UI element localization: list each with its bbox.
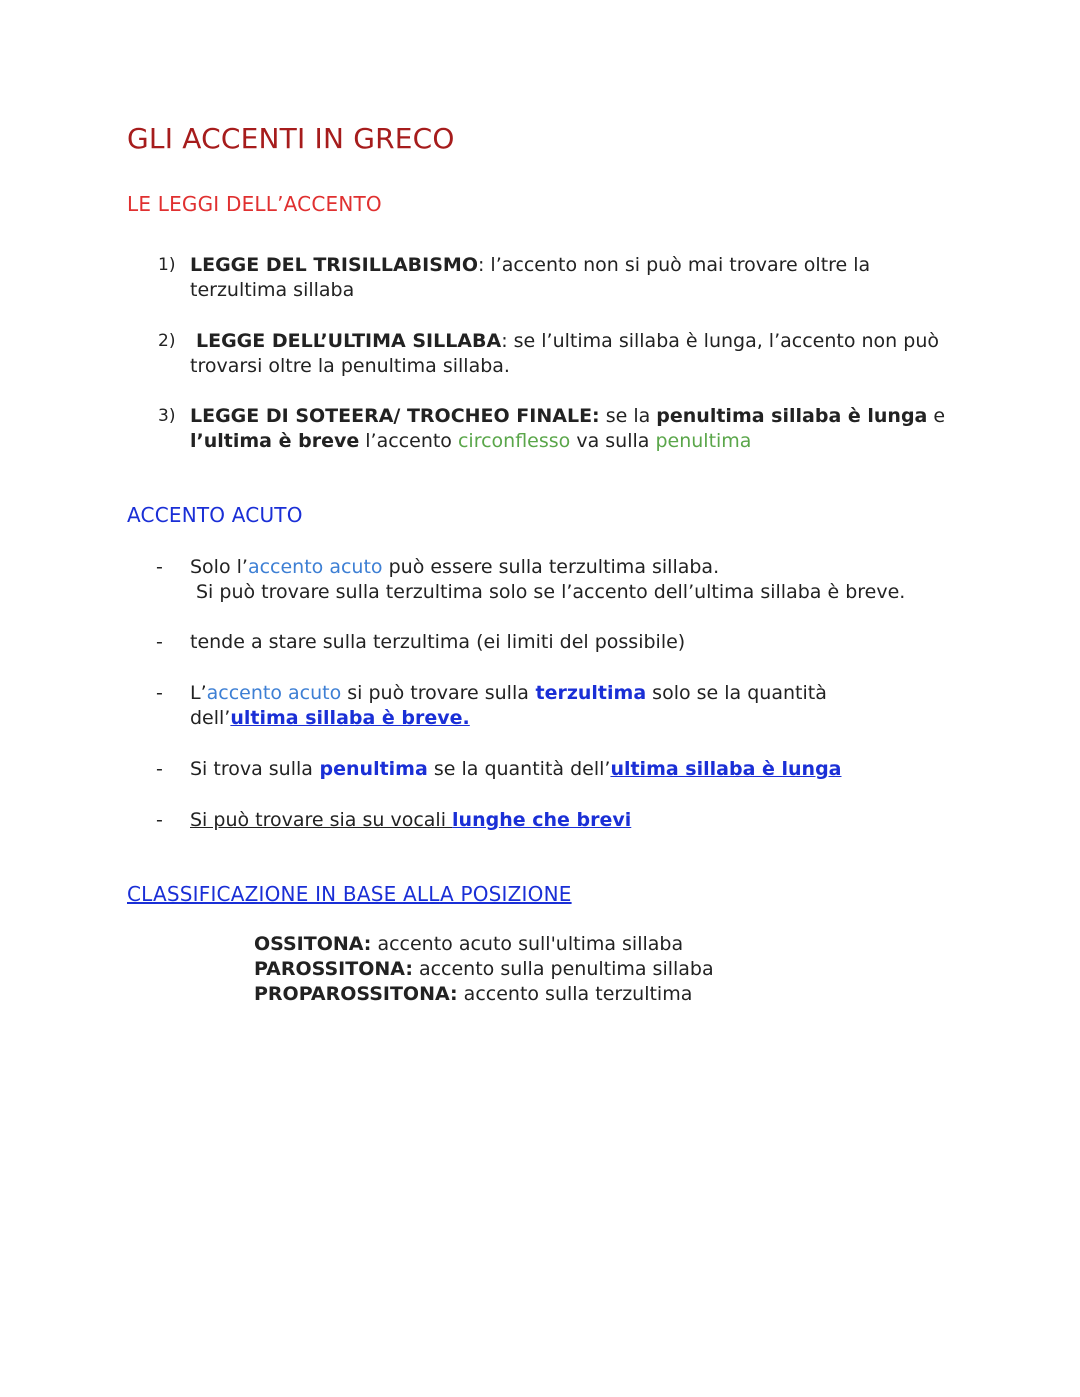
bullet-2-line-1: tende a stare sulla terzultima (ei limiti del possibile): [190, 631, 686, 653]
b3-b: accento acuto: [206, 682, 342, 704]
bullet-5-line-1: [190, 808, 990, 833]
classificazione-row-parossitona: [254, 957, 714, 982]
bullet-3-dash: -: [156, 682, 163, 704]
page-title: GLI ACCENTI IN GRECO: [127, 122, 455, 155]
law-2-label: LEGGE DELL’ULTIMA SILLABA: [196, 330, 502, 352]
bullet-1-line-1: [190, 555, 990, 580]
law-3-text-e: l’accento: [359, 430, 458, 452]
bullet-4-dash: -: [156, 758, 163, 780]
b4-b: penultima: [312, 758, 428, 780]
b3-d: terzultima: [528, 682, 647, 704]
bullet-4-line-1: [190, 757, 990, 782]
b3-g: ultima sillaba è breve.: [230, 707, 470, 729]
law-2-line-2: trovarsi oltre la penultima sillaba.: [190, 355, 510, 377]
ossitona-label: OSSITONA:: [254, 933, 372, 955]
b1-b: accento acuto: [247, 556, 383, 578]
law-1-text: : l’accento non si può mai trovare oltre la: [477, 254, 871, 276]
b3-e: solo se la quantità: [646, 682, 827, 704]
bullet-3-line-2: [190, 706, 990, 731]
law-1-line-1: [190, 253, 990, 278]
laws-heading: LE LEGGI DELL’ACCENTO: [127, 192, 382, 216]
b5-a: Si può trovare sia su vocali: [190, 809, 453, 831]
law-3-text-a: se la: [599, 405, 657, 427]
law-3-number: 3): [158, 406, 176, 426]
law-2-number: 2): [158, 331, 176, 351]
bullet-5-dash: -: [156, 809, 163, 831]
law-3-text-g: va sulla: [570, 430, 656, 452]
law-3-line-2: [190, 429, 990, 454]
law-3-label: LEGGE DI SOTEERA/ TROCHEO FINALE:: [190, 405, 600, 427]
classificazione-heading[interactable]: CLASSIFICAZIONE IN BASE ALLA POSIZIONE: [127, 882, 572, 906]
b5-b: lunghe che brevi: [452, 809, 632, 831]
law-2-text: : se l’ultima sillaba è lunga, l’accento non può: [501, 330, 939, 352]
parossitona-text: accento sulla penultima sillaba: [412, 958, 714, 980]
bullet-1-dash: -: [156, 556, 163, 578]
law-3-text-f: circonflesso: [457, 430, 571, 452]
b4-a: Si trova sulla: [190, 758, 313, 780]
law-2-line-1: [196, 329, 996, 354]
law-1-label: LEGGE DEL TRISILLABISMO: [190, 254, 478, 276]
b4-d: ultima sillaba è lunga: [610, 758, 842, 780]
proparossitona-label: PROPAROSSITONA:: [254, 983, 458, 1005]
parossitona-label: PAROSSITONA:: [254, 958, 413, 980]
law-3-text-c: e: [927, 405, 946, 427]
b3-f: dell’: [190, 707, 231, 729]
law-3-text-b: penultima sillaba è lunga: [656, 405, 928, 427]
classificazione-row-ossitona: [254, 932, 683, 957]
law-1-line-2: terzultima sillaba: [190, 279, 355, 301]
ossitona-text: accento acuto sull'ultima sillaba: [371, 933, 684, 955]
bullet-2-dash: -: [156, 631, 163, 653]
b4-c: se la quantità dell’: [427, 758, 611, 780]
acuto-heading: ACCENTO ACUTO: [127, 503, 303, 527]
b1-c: può essere sulla terzultima sillaba.: [382, 556, 720, 578]
law-3-text-h: penultima: [655, 430, 752, 452]
b3-a: L’: [190, 682, 207, 704]
bullet-1-line-2: Si può trovare sulla terzultima solo se l’accento dell’ultima sillaba è breve.: [196, 581, 906, 603]
b3-c: si può trovare sulla: [341, 682, 529, 704]
proparossitona-text: accento sulla terzultima: [457, 983, 693, 1005]
bullet-3-line-1: [190, 681, 990, 706]
law-1-number: 1): [158, 255, 176, 275]
b1-a: Solo l’: [190, 556, 248, 578]
law-3-line-1: [190, 404, 990, 429]
law-3-text-d: l’ultima è breve: [190, 430, 360, 452]
classificazione-row-proparossitona: [254, 982, 692, 1007]
